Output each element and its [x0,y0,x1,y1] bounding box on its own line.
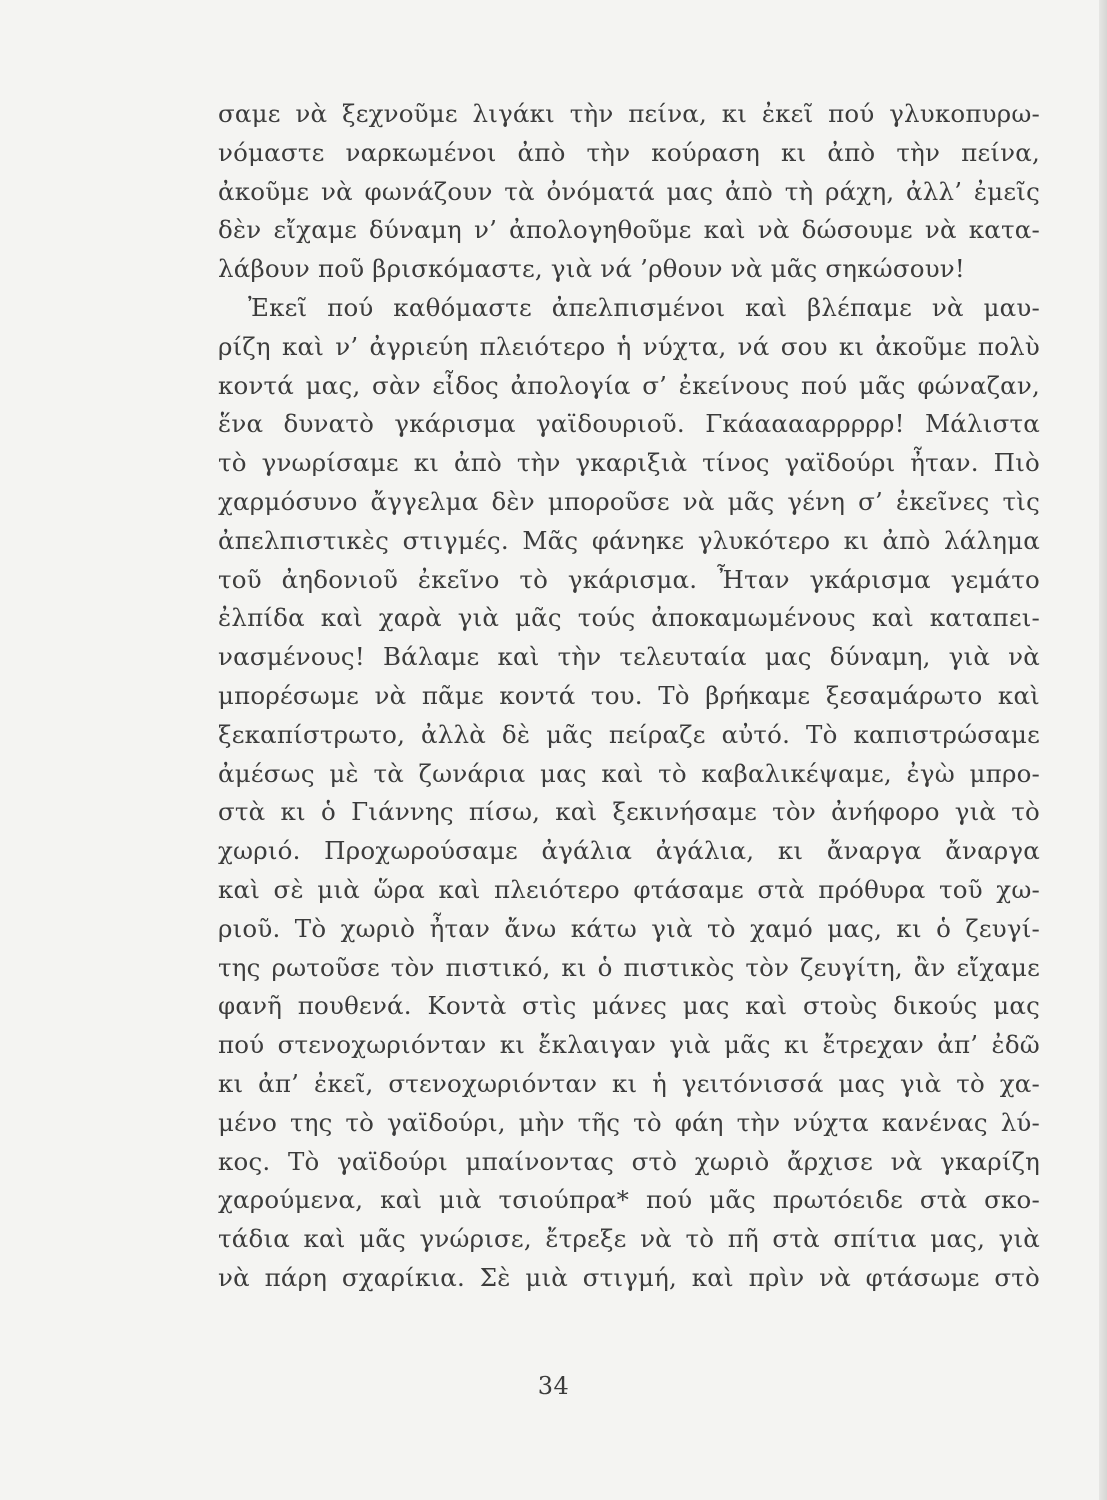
text-line: νασμένους! Βάλαμε καὶ τὴν τελευταία μας δύναμη, γιὰ νὰ [218,642,1040,672]
text-line: χωριό. Προχωρούσαμε ἀγάλια ἀγάλια, κι ἄναργα ἄναργα [218,836,1040,866]
text-line: ἀκοῦμε νὰ φωνάζουν τὰ ὀνόματά μας ἀπὸ τὴ ράχη, ἀλλ’ ἐμεῖς [218,176,1040,206]
page-edge-shadow [1099,0,1107,1500]
text-line: ἕνα δυνατὸ γκάρισμα γαϊδουριοῦ. Γκάααααρρρρρ! Μάλιστα [218,409,1040,439]
text-line: Ἐκεῖ πού καθόμαστε ἀπελπισμένοι καὶ βλέπαμε νὰ μαυ- [248,292,1040,322]
text-line: νὰ πάρη σχαρίκια. Σὲ μιὰ στιγμή, καὶ πρὶν νὰ φτάσωμε στὸ [218,1262,1040,1292]
text-line: ἀπελπιστικὲς στιγμές. Μᾶς φάνηκε γλυκότερο κι ἀπὸ λάλημα [218,525,1040,555]
text-line: χαρμόσυνο ἄγγελμα δὲν μποροῦσε νὰ μᾶς γένη σ’ ἐκεῖνες τὶς [218,486,1040,516]
text-line: λάβουν ποῦ βρισκόμαστε, γιὰ νά ’ρθουν νὰ μᾶς σηκώσουν! [218,254,965,284]
text-line: τάδια καὶ μᾶς γνώρισε, ἔτρεξε νὰ τὸ πῆ στὰ σπίτια μας, γιὰ [218,1224,1040,1254]
text-line: ριοῦ. Τὸ χωριὸ ἦταν ἄνω κάτω γιὰ τὸ χαμό μας, κι ὁ ζευγί- [218,913,1040,943]
text-line: τὸ γνωρίσαμε κι ἀπὸ τὴν γκαριξιὰ τίνος γαϊδούρι ἦταν. Πιὸ [218,448,1040,478]
text-line: ἀμέσως μὲ τὰ ζωνάρια μας καὶ τὸ καβαλικέψαμε, ἐγὼ μπρο- [218,758,1040,788]
text-line: κι ἀπ’ ἐκεῖ, στενοχωριόνταν κι ἡ γειτόνισσά μας γιὰ τὸ χα- [218,1068,1040,1098]
text-line: ρίζη καὶ ν’ ἀγριεύη πλειότερο ἡ νύχτα, νά σου κι ἀκοῦμε πολὺ [218,331,1040,361]
text-line: σαμε νὰ ξεχνοῦμε λιγάκι τὴν πείνα, κι ἐκεῖ πού γλυκοπυρω- [218,99,1040,128]
text-line: καὶ σὲ μιὰ ὥρα καὶ πλειότερο φτάσαμε στὰ πρόθυρα τοῦ χω- [218,874,1040,904]
text-line: κοντά μας, σὰν εἶδος ἀπολογία σ’ ἐκείνους πού μᾶς φώναζαν, [218,370,1040,400]
text-line: μπορέσωμε νὰ πᾶμε κοντά του. Τὸ βρήκαμε ξεσαμάρωτο καὶ [218,680,1040,710]
text-line: μένο της τὸ γαϊδούρι, μὴν τῆς τὸ φάη τὴν νύχτα κανένας λύ- [218,1107,1040,1137]
text-line: χαρούμενα, καὶ μιὰ τσιούπρα* πού μᾶς πρωτόειδε στὰ σκο- [218,1185,1040,1215]
text-line: κος. Τὸ γαϊδούρι μπαίνοντας στὸ χωριὸ ἄρχισε νὰ γκαρίζη [218,1146,1040,1176]
text-line: ξεκαπίστρωτο, ἀλλὰ δὲ μᾶς πείραζε αὐτό. Τὸ καπιστρώσαμε [218,719,1040,749]
text-line: της ρωτοῦσε τὸν πιστικό, κι ὁ πιστικὸς τὸν ζευγίτη, ἂν εἴχαμε [218,952,1040,982]
text-line: τοῦ ἀηδονιοῦ ἐκεῖνο τὸ γκάρισμα. Ἦταν γκάρισμα γεμάτο [218,564,1040,594]
text-line: στὰ κι ὁ Γιάννης πίσω, καὶ ξεκινήσαμε τὸν ἀνήφορο γιὰ τὸ [218,797,1040,827]
text-line: ἐλπίδα καὶ χαρὰ γιὰ μᾶς τούς ἀποκαμωμένους καὶ καταπει- [218,603,1040,633]
text-line: δὲν εἴχαμε δύναμη ν’ ἀπολογηθοῦμε καὶ νὰ δώσουμε νὰ κατα- [218,215,1040,245]
text-line: φανῆ πουθενά. Κοντὰ στὶς μάνες μας καὶ στοὺς δικούς μας [218,991,1040,1021]
page-number: 34 [537,1372,570,1400]
text-line: νόμαστε ναρκωμένοι ἀπὸ τὴν κούραση κι ἀπὸ τὴν πείνα, [218,137,1040,167]
body-text [218,95,1040,1298]
text-line: πού στενοχωριόνταν κι ἔκλαιγαν γιὰ μᾶς κι ἔτρεχαν ἀπ’ ἐδῶ [218,1030,1040,1060]
